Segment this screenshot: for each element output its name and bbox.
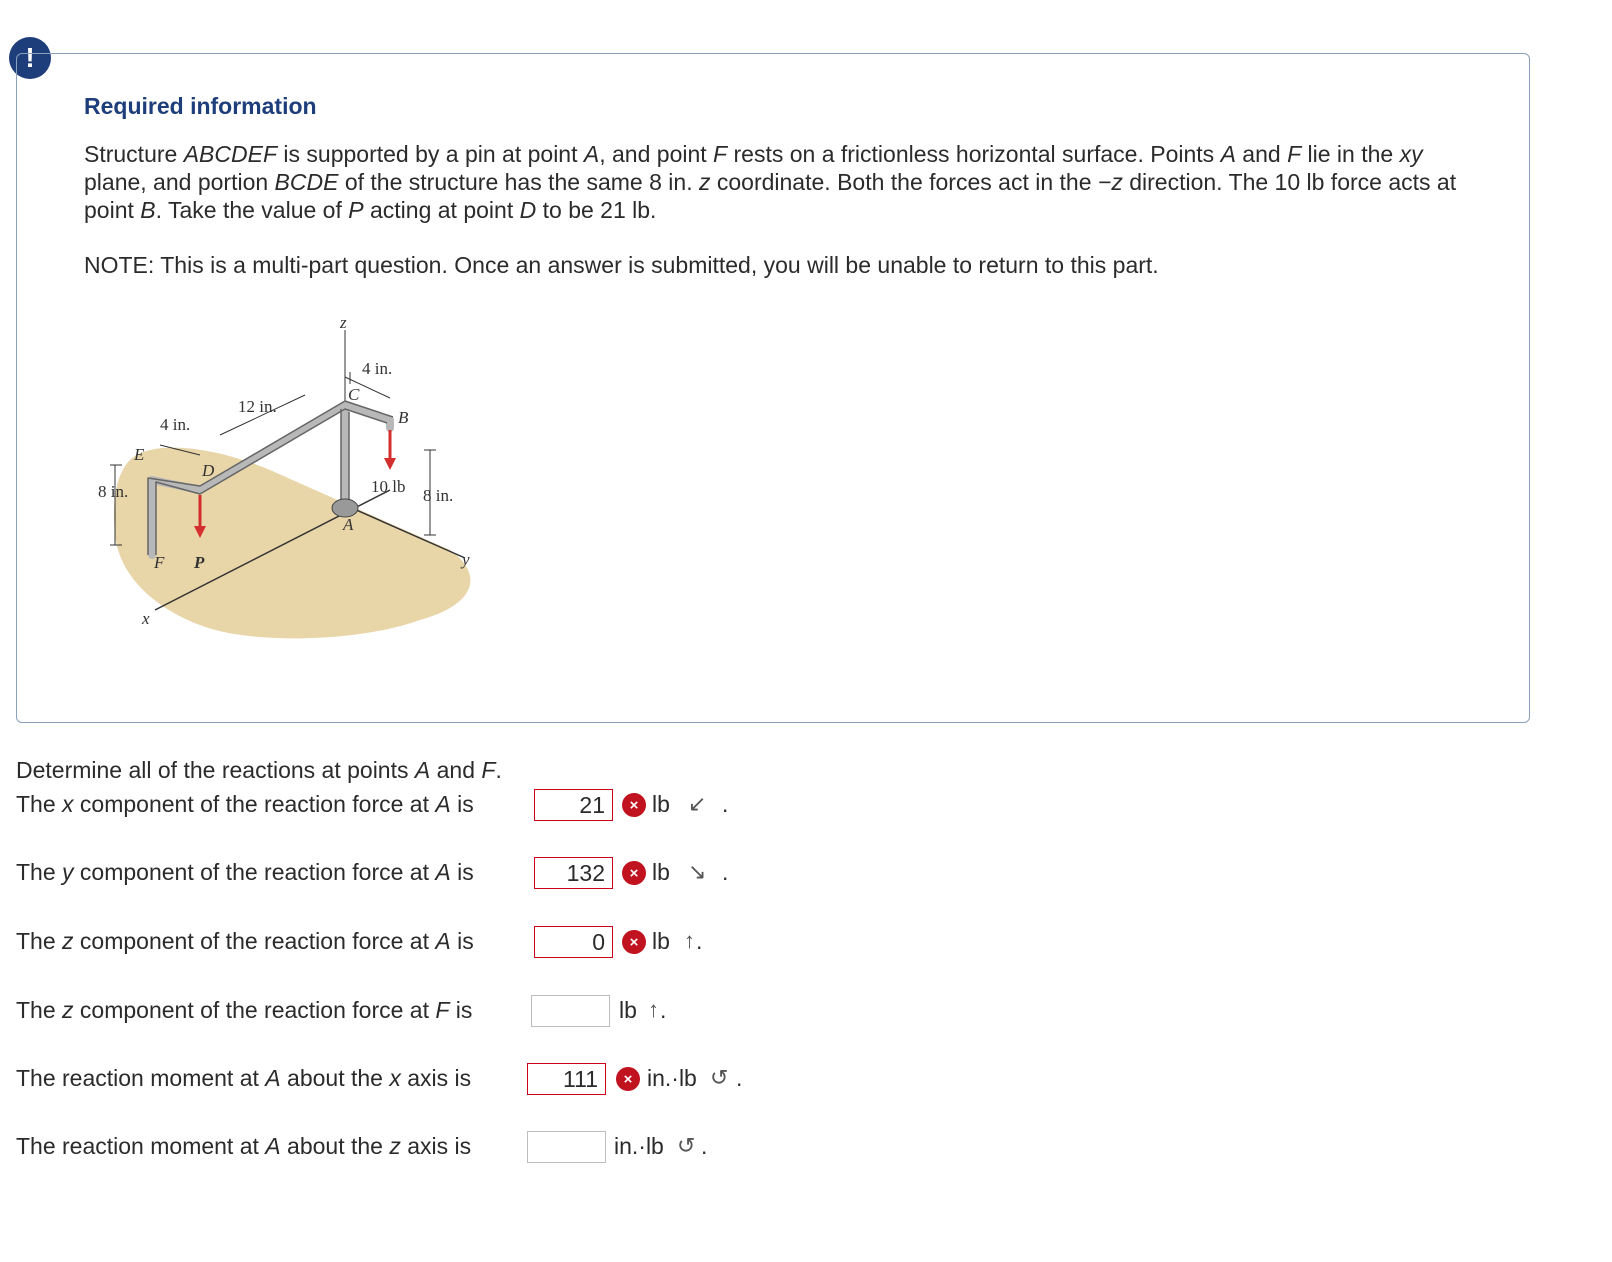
answer-row-label [16, 928, 474, 955]
text-run: F [481, 757, 496, 783]
period: . [696, 928, 703, 954]
direction-arrow-icon[interactable]: ↺ [677, 1133, 696, 1158]
multi-part-note: NOTE: This is a multi-part question. Once an answer is submitted, you will be unable to return to this part. [84, 252, 1159, 278]
text-run: x [389, 1065, 401, 1091]
problem-statement [84, 140, 1464, 224]
incorrect-icon: × [622, 861, 646, 885]
text-run: The reaction moment at [16, 1065, 266, 1091]
text-run: is [450, 791, 474, 817]
ground-surface [114, 448, 470, 639]
text-run: z [62, 928, 74, 954]
period: . [660, 997, 667, 1023]
text-run: Determine all of the reactions at points [16, 757, 415, 783]
text-run: A [583, 141, 600, 167]
period: . [736, 1065, 743, 1091]
text-run: axis is [400, 1133, 472, 1159]
force-10lb-label: 10 lb [371, 477, 406, 496]
text-run: x [62, 791, 74, 817]
dim-4in-left: 4 in. [160, 415, 191, 434]
text-run: Structure [84, 141, 184, 167]
text-run: xy [1399, 141, 1423, 167]
text-run: direction. The 10 lb force acts at point [84, 169, 1457, 223]
text-run: z [62, 997, 74, 1023]
unit-label: lb [652, 928, 670, 954]
period: . [722, 791, 729, 817]
text-run: component of the reaction force at [73, 997, 436, 1023]
answer-row-label [16, 1133, 471, 1160]
answer-row-label [16, 791, 474, 818]
text-run: F [713, 141, 728, 167]
period: . [722, 859, 729, 885]
answer-input[interactable] [527, 1131, 606, 1163]
text-run: The reaction moment at [16, 1133, 266, 1159]
text-run: A [1220, 141, 1236, 167]
direction-arrow-icon[interactable]: ↘ [688, 859, 707, 884]
incorrect-icon: × [622, 930, 646, 954]
text-run: −z [1097, 169, 1123, 195]
dim-8in-right: 8 in. [423, 486, 454, 505]
y-axis-label: y [462, 550, 470, 569]
text-run: component of the reaction force at [73, 928, 436, 954]
unit-label: lb [652, 791, 670, 817]
text-run: and [430, 757, 482, 783]
unit-label: lb [652, 859, 670, 885]
text-run: y [62, 859, 74, 885]
text-run: z [698, 169, 711, 195]
dim-4in-top: 4 in. [362, 359, 393, 378]
direction-arrow-icon[interactable]: ↙ [688, 791, 707, 816]
text-run: The [16, 859, 63, 885]
text-run: and [1235, 141, 1288, 167]
text-run: z [389, 1133, 401, 1159]
text-run: coordinate. Both the forces act in the [710, 169, 1098, 195]
text-run: component of the reaction force at [73, 859, 436, 885]
structure-figure [90, 320, 510, 660]
text-run: P [348, 197, 364, 223]
direction-arrow-icon[interactable]: ↑ [648, 997, 659, 1022]
answer-input[interactable] [534, 926, 613, 958]
text-run: The [16, 791, 63, 817]
text-run: is [450, 859, 474, 885]
text-run: about the [280, 1065, 390, 1091]
text-run: to be 21 lb. [536, 197, 657, 223]
direction-arrow-icon[interactable]: ↺ [710, 1065, 729, 1090]
answer-row-label [16, 1065, 471, 1092]
point-f-label: F [154, 553, 165, 572]
dim-12in: 12 in. [238, 397, 277, 416]
text-run: . [495, 757, 502, 783]
answer-input[interactable] [534, 857, 613, 889]
answer-input[interactable] [531, 995, 610, 1027]
text-run: A [435, 928, 451, 954]
text-run: lie in the [1301, 141, 1400, 167]
text-run: A [265, 1133, 281, 1159]
dim-8in-left: 8 in. [98, 482, 129, 501]
text-run: The [16, 928, 63, 954]
unit-label: lb [619, 997, 637, 1023]
text-run: BCDE [274, 169, 339, 195]
text-run: A [435, 791, 451, 817]
answer-input[interactable] [527, 1063, 606, 1095]
text-run: A [435, 859, 451, 885]
text-run: of the structure has the same 8 in. [338, 169, 699, 195]
point-c-label: C [348, 385, 360, 404]
text-run: . Take the value of [155, 197, 349, 223]
text-run: component of the reaction force at [73, 791, 436, 817]
text-run: B [140, 197, 156, 223]
unit-label: in.·lb [647, 1065, 697, 1091]
text-run: about the [280, 1133, 390, 1159]
alert-icon: ! [9, 37, 51, 79]
force-p-label: P [194, 553, 205, 572]
text-run: is [449, 997, 473, 1023]
point-e-label: E [134, 445, 145, 464]
x-axis-label: x [142, 609, 150, 628]
info-title: Required information [84, 93, 317, 119]
text-run: rests on a frictionless horizontal surface. Points [727, 141, 1221, 167]
incorrect-icon: × [616, 1067, 640, 1091]
answer-row-label [16, 859, 474, 886]
answer-input[interactable] [534, 789, 613, 821]
period: . [701, 1133, 708, 1159]
incorrect-icon: × [622, 793, 646, 817]
text-run: F [1287, 141, 1302, 167]
point-d-label: D [202, 461, 215, 480]
text-run: The [16, 997, 63, 1023]
text-run: , and point [599, 141, 714, 167]
answer-row-label [16, 997, 472, 1024]
unit-label: in.·lb [614, 1133, 664, 1159]
point-a-label: A [343, 515, 354, 534]
question-prompt [16, 757, 502, 784]
direction-arrow-icon[interactable]: ↑ [684, 928, 695, 953]
point-b-label: B [398, 408, 409, 427]
text-run: axis is [400, 1065, 472, 1091]
text-run: plane, and portion [84, 169, 275, 195]
text-run: acting at point [363, 197, 520, 223]
text-run: is supported by a pin at point [277, 141, 584, 167]
text-run: D [519, 197, 537, 223]
text-run: is [450, 928, 474, 954]
text-run: ABCDEF [183, 141, 278, 167]
text-run: F [435, 997, 450, 1023]
text-run: A [265, 1065, 281, 1091]
z-axis-label: z [340, 320, 347, 332]
text-run: A [414, 757, 431, 783]
